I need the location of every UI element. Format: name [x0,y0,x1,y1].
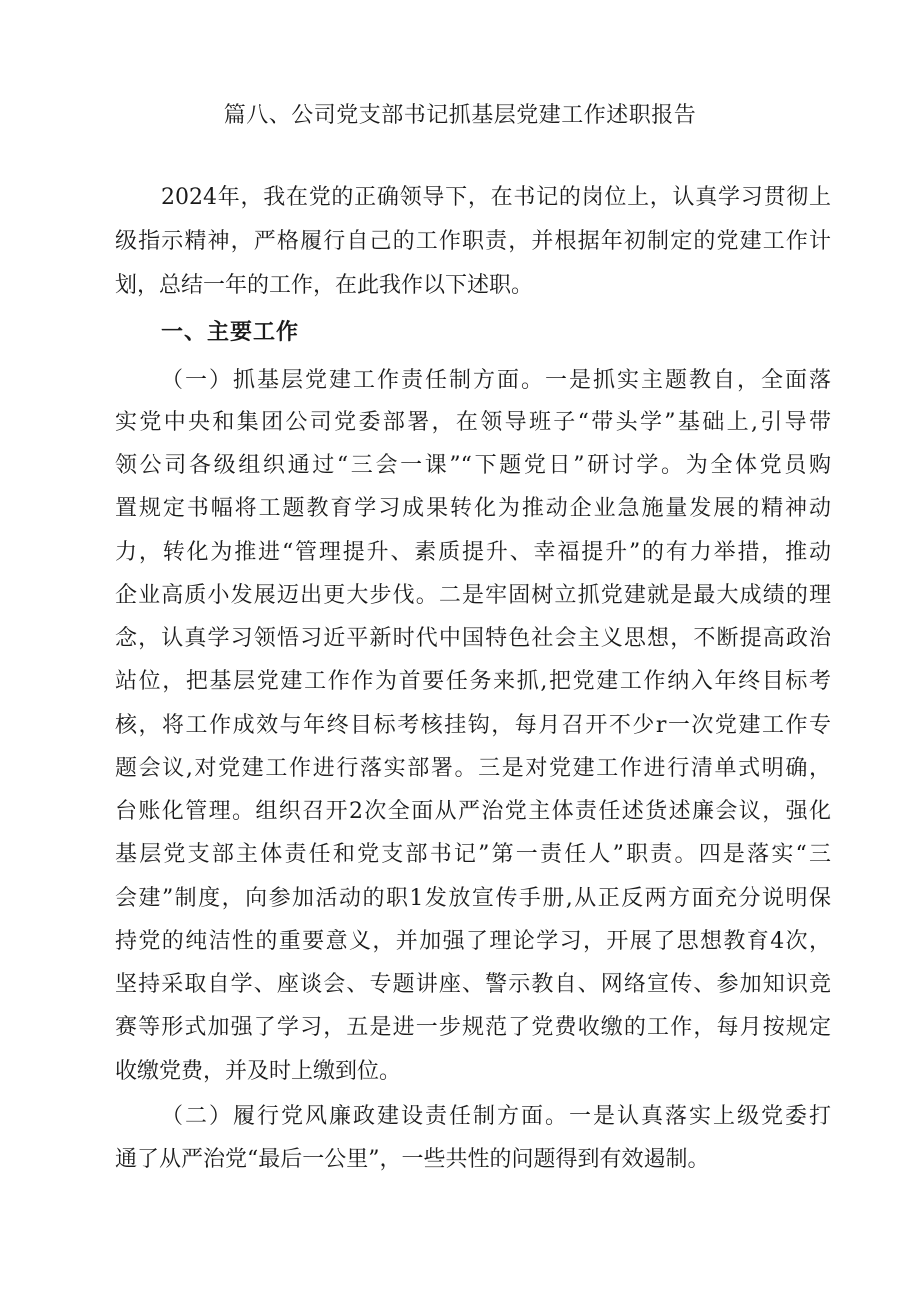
para2-line-2: 通了从严治党“最后一公里”，一些共性的问题得到有效遏制。 [115,1147,710,1172]
para1-line-11: 台账化管理。组织召开2次全面从严治党主体责任述货述廉会议，强化 [115,799,831,824]
para1-line-15: 坚持采取自学、座谈会、专题讲座、警示教自、网络宣传、参加知识竞 [115,972,831,997]
para1-line-7: 念，认真学习领悟习近平新时代中国特色社会主义思想，不断提高政治 [115,626,831,651]
para1-line-13: 会建”制度，向参加活动的职1发放宣传手册,从正反两方面充分说明保 [115,886,831,911]
para1-line-17: 收缴党费，并及时上缴到位。 [115,1059,402,1084]
para1-line-8: 站位，把基层党建工作作为首要任务来抓,把党建工作纳入年终目标考 [115,669,831,694]
section-heading: 一、主要工作 [161,320,300,345]
para1-line-14: 持党的纯洁性的重要意义，并加强了理论学习，开展了思想教育4次， [115,929,831,954]
para1-line-1: （一）抓基层党建工作责任制方面。一是抓实主题教自，全面落 [161,368,831,393]
para1-line-10: 题会议,对党建工作进行落实部署。三是对党建工作进行清单式明确， [115,756,831,781]
para1-line-12: 基层党支部主体责任和党支部书记”第一责任人”职责。四是落实“三 [115,842,831,867]
intro-line-2: 级指示精神，严格履行自己的工作职责，并根据年初制定的党建工作计 [115,229,831,254]
para1-line-2: 实党中央和集团公司党委部署，在领导班子“带头学”基础上,引导带 [115,410,831,435]
intro-line-1: 2024年，我在党的正确领导下，在书记的岗位上，认真学习贯彻上 [161,185,831,210]
para1-line-5: 力，转化为推进“管理提升、素质提升、幸福提升”的有力举措，推动 [115,540,831,565]
document-title: 篇八、公司党支部书记抓基层党建工作述职报告 [223,103,697,128]
para1-line-6: 企业高质小发展迈出更大步伐。二是牢固树立抓党建就是最大成绩的理 [115,583,831,608]
para1-line-16: 赛等形式加强了学习，五是进一步规范了党费收缴的工作，每月按规定 [115,1015,831,1040]
para1-line-4: 置规定书幅将工题教育学习成果转化为推动企业急施量发展的精神动 [115,496,831,521]
intro-line-3: 划，总结一年的工作，在此我作以下述职。 [115,273,534,298]
para2-line-1: （二）履行党风廉政建设责任制方面。一是认真落实上级党委打 [161,1104,831,1129]
para1-line-9: 核，将工作成效与年终目标考核挂钩，每月召开不少r一次党建工作专 [115,713,831,738]
para1-line-3: 领公司各级组织通过“三会一课”“下题党日”研讨学。为全体党员购 [115,453,831,478]
